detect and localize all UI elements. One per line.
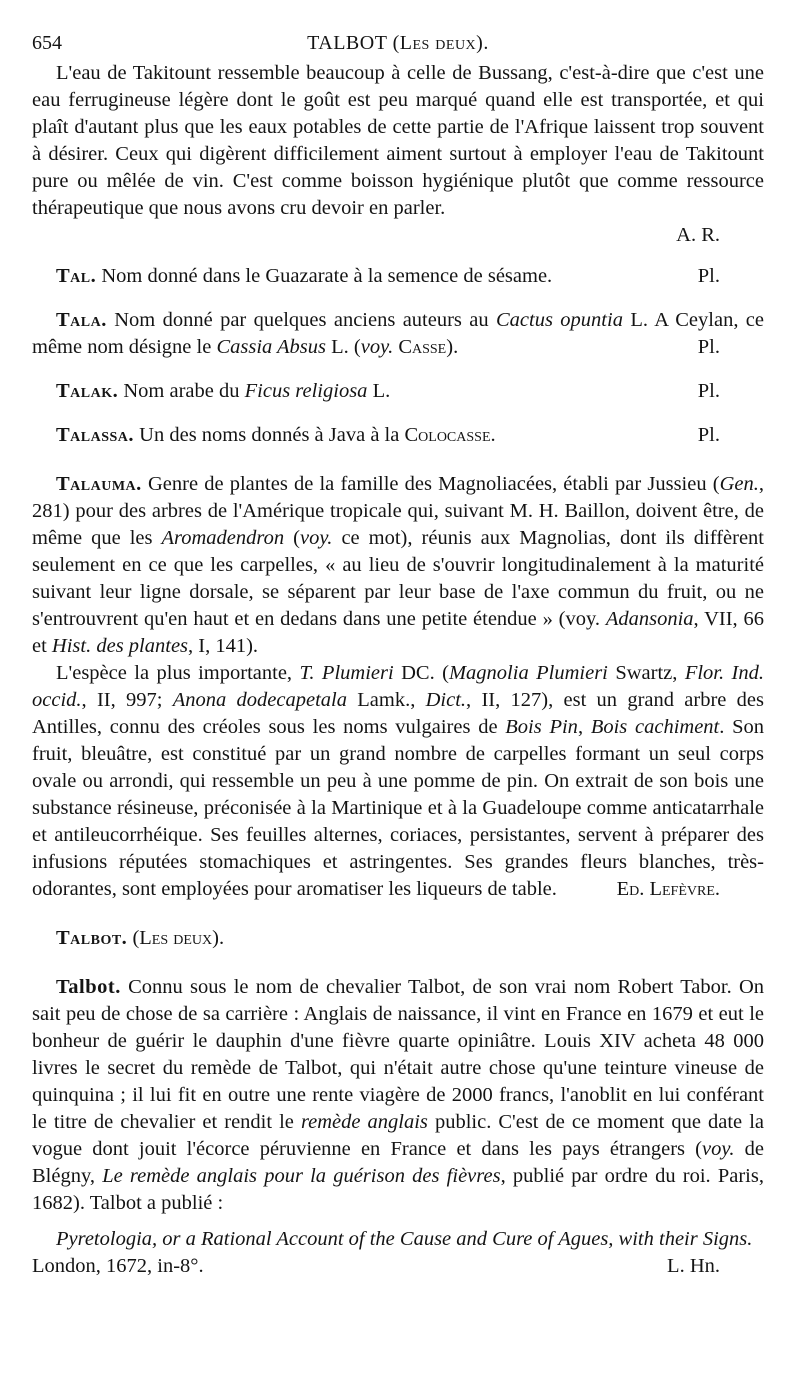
headword: Talbot. [56, 927, 128, 949]
page-header [32, 28, 764, 60]
entry-author: Pl. [697, 265, 720, 287]
entry-author: Pl. [697, 336, 720, 358]
entry-talak: Talak. Nom arabe du Ficus religiosa L. Pl. [32, 378, 764, 405]
bibliography-title: Pyretologia, or a Rational Account of the Cause and Cure of Agues, with their Signs. [56, 1228, 753, 1250]
headword: Talassa. [56, 424, 135, 446]
headword: Talauma. [56, 473, 142, 495]
headword: Talak. [56, 380, 119, 402]
page-number: 654 [32, 32, 62, 54]
headword: Talbot. [56, 976, 121, 998]
entry-talauma: Talauma. Genre de plantes de la famille des Magnoliacées, établi par Jussieu (Gen., 281) pour des arbres de l'Amérique tropicale qui, suivant M. H. Baillon, doivent être, de même que les Aromadendron (voy. ce mot), réunis aux Magnolias, dont ils diffèrent seulement en ce que les carpelles, « au lieu de s'ouvrir longitudinalement à la maturité suivant leur ligne dorsale, se séparent par leur base de l'axe commun du fruit, ou ne s'entrouvrent qu'en haut et en dedans dans une petite étendue » (voy. Adansonia, VII, 66 et Hist. des plantes, I, 141). [32, 473, 764, 657]
intro-paragraph: L'eau de Takitount ressemble beaucoup à celle de Bussang, c'est-à-dire que c'est une eau ferrugineuse légère dont le goût est peu marqué quand elle est transportée, et qui plaît d'autant plus que les eaux potables de cette partie de l'Afrique laissent trop souvent à désirer. Ceux qui digèrent difficilement aiment surtout à employer l'eau de Takitount pure ou mêlée de vin. C'est comme boisson hygiénique plutôt que comme ressource thérapeutique que nous avons cru devoir en parler. [32, 62, 764, 219]
bibliography-entry: Pyretologia, or a Rational Account of the Cause and Cure of Agues, with their Signs. London, 1672, in-8°. L. Hn. [32, 1226, 764, 1280]
intro-signature: A. R. [676, 224, 720, 246]
entry-tal: Tal. Nom donné dans le Guazarate à la semence de sésame. Pl. [32, 263, 764, 290]
entry-talassa: Talassa. Un des noms donnés à Java à la Colocasse. Pl. [32, 422, 764, 449]
talauma-species-paragraph: L'espèce la plus importante, T. Plumieri DC. (Magnolia Plumieri Swartz, Flor. Ind. occid., II, 997; Anona dodecapetala Lamk., Dict., II, 127), est un grand arbre des Antilles, connu des créoles sous les noms vulgaires de Bois Pin, Bois cachiment. Son fruit, bleuâtre, est constitué par un grand nombre de carpelles formant un seul corps ovale ou arrondi, qui ressemble un peu à une pomme de pin. On extrait de son bois une substance résineuse, préconisée à la Martinique et à la Guadeloupe comme anticatarrhale et antileucorrhéique. Ses feuilles alternes, coriaces, persistantes, servent à préparer des infusions réputées stomachiques et astringentes. Ses grandes fleurs blanches, très-odorantes, sont employées pour aromatiser les liqueurs de table. Ed. Lefèvre. [32, 660, 764, 903]
entry-talbot: Talbot. Connu sous le nom de chevalier Talbot, de son vrai nom Robert Tabor. On sait peu de chose de sa carrière : Anglais de naissance, il vint en France en 1679 et eut le bonheur de guérir le dauphin d'une fièvre quarte opiniâtre. Louis XIV acheta 48 000 livres le secret du remède de Talbot, qui n'était autre chose qu'une teinture vineuse de quinquina ; il lui fit en outre une rente viagère de 2000 francs, l'anoblit en lui conférant le titre de chevalier et rendit le remède anglais public. C'est de ce moment que date la vogue dont jouit l'écorce péruvienne en France et dans les pays étrangers (voy. de Blégny, Le remède anglais pour la guérison des fièvres, publié par ordre du roi. Paris, 1682). Talbot a publié : [32, 976, 764, 1214]
entry-talbot-les-deux: Talbot. (Les deux). [56, 927, 225, 949]
entry-author: L. Hn. [667, 1255, 720, 1277]
entry-author: Ed. Lefèvre. [616, 878, 720, 900]
headword: Tal. [56, 265, 97, 287]
entry-tala: Tala. Nom donné par quelques anciens auteurs au Cactus opuntia L. A Ceylan, ce même nom désigne le Cassia Absus L. (voy. Casse). Pl. [32, 307, 764, 361]
entry-author: Pl. [697, 380, 720, 402]
headword: Tala. [56, 309, 107, 331]
running-head: TALBOT (Les deux). [307, 32, 489, 54]
entry-author: Pl. [697, 424, 720, 446]
